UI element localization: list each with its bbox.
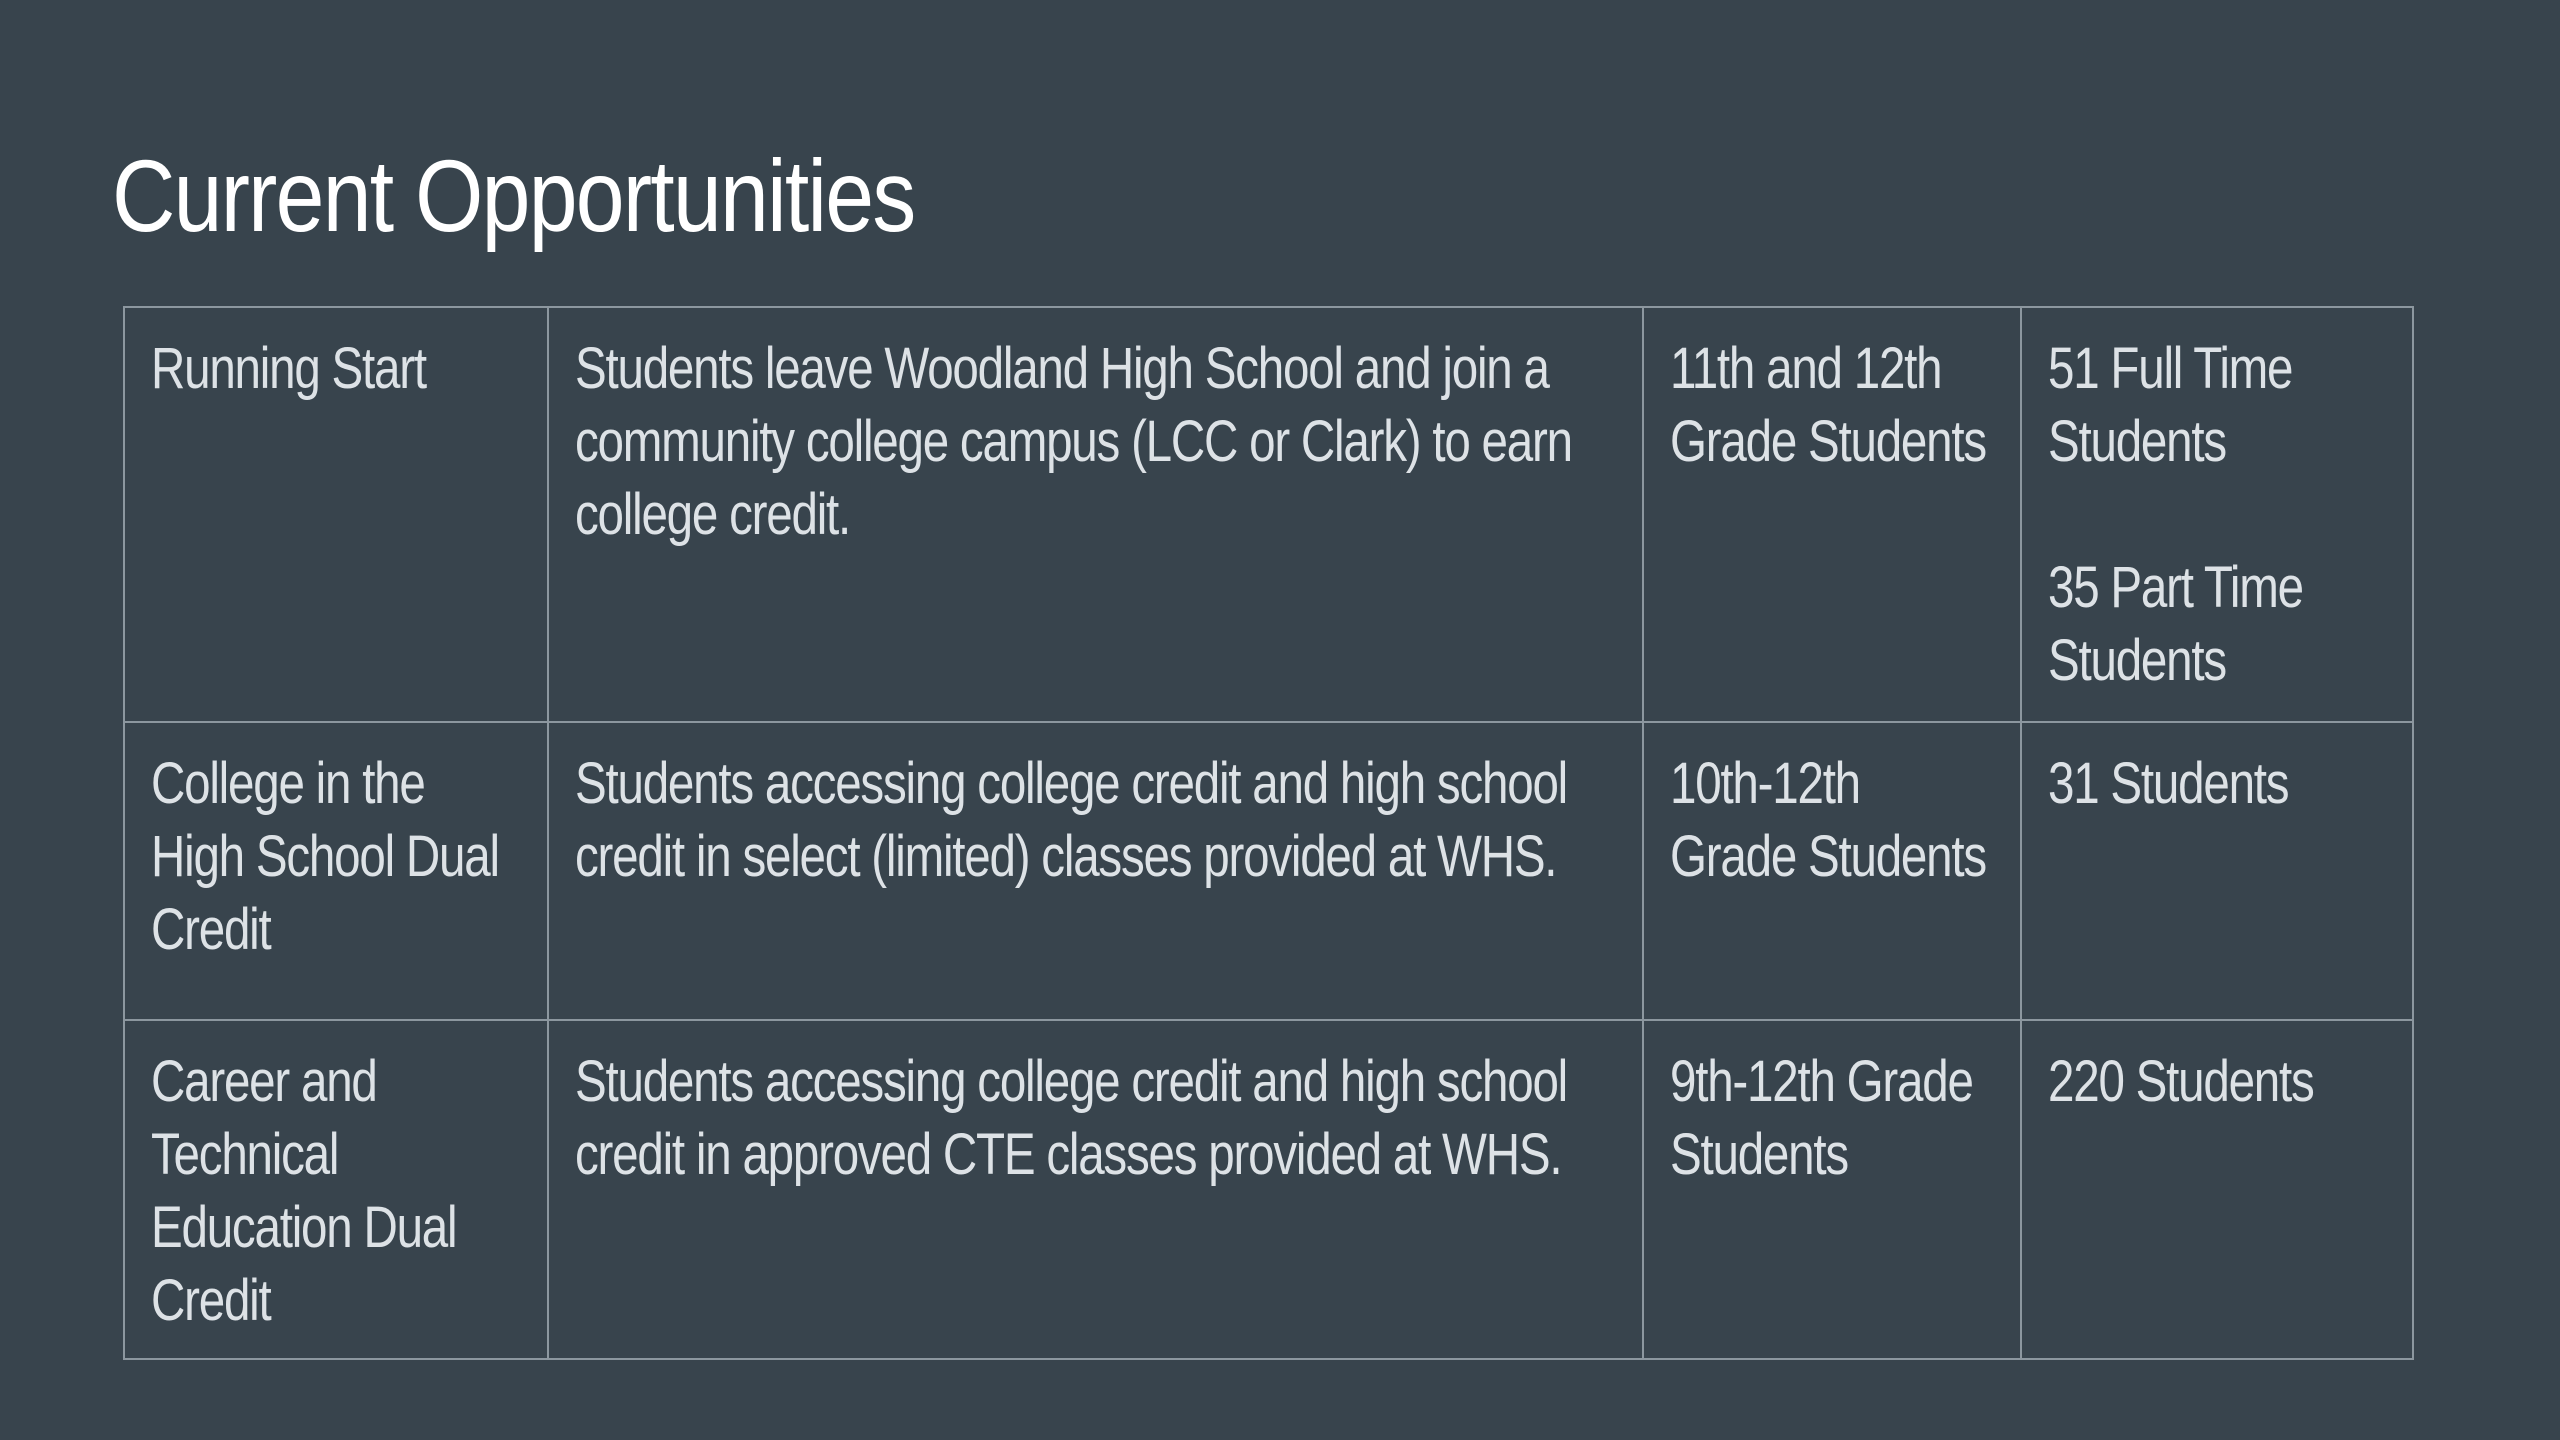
grade-levels: 11th and 12th Grade Students bbox=[1670, 336, 1986, 474]
program-description: Students leave Woodland High School and join a community college campus (LCC or Clark) to earn college credit. bbox=[575, 336, 1572, 547]
grades-cell bbox=[1643, 722, 2021, 1020]
enrollment-cell bbox=[2021, 307, 2413, 722]
table-row bbox=[124, 722, 2413, 1020]
enrollment-count: 51 Full Time Students bbox=[2048, 336, 2293, 474]
enrollment-count: 220 Students bbox=[2048, 1049, 2314, 1114]
table-row bbox=[124, 1020, 2413, 1359]
grades-cell bbox=[1643, 307, 2021, 722]
description-cell bbox=[548, 307, 1643, 722]
program-name: College in the High School Dual Credit bbox=[151, 751, 499, 962]
description-cell bbox=[548, 722, 1643, 1020]
program-name: Career and Technical Education Dual Credit bbox=[151, 1049, 457, 1333]
opportunities-table bbox=[123, 306, 2414, 1360]
enrollment-cell bbox=[2021, 1020, 2413, 1359]
program-name: Running Start bbox=[151, 336, 426, 401]
program-description: Students accessing college credit and high school credit in approved CTE classes provided at WHS. bbox=[575, 1049, 1567, 1187]
program-cell bbox=[124, 722, 548, 1020]
grade-levels: 10th-12th Grade Students bbox=[1670, 751, 1986, 889]
program-cell bbox=[124, 1020, 548, 1359]
program-description: Students accessing college credit and high school credit in select (limited) classes provided at WHS. bbox=[575, 751, 1567, 889]
program-cell bbox=[124, 307, 548, 722]
enrollment-cell bbox=[2021, 722, 2413, 1020]
slide-title: Current Opportunities bbox=[112, 139, 915, 253]
table-row bbox=[124, 307, 2413, 722]
description-cell bbox=[548, 1020, 1643, 1359]
enrollment-count: 35 Part Time Students bbox=[2048, 555, 2303, 693]
grades-cell bbox=[1643, 1020, 2021, 1359]
grade-levels: 9th-12th Grade Students bbox=[1670, 1049, 1973, 1187]
enrollment-count: 31 Students bbox=[2048, 751, 2289, 816]
